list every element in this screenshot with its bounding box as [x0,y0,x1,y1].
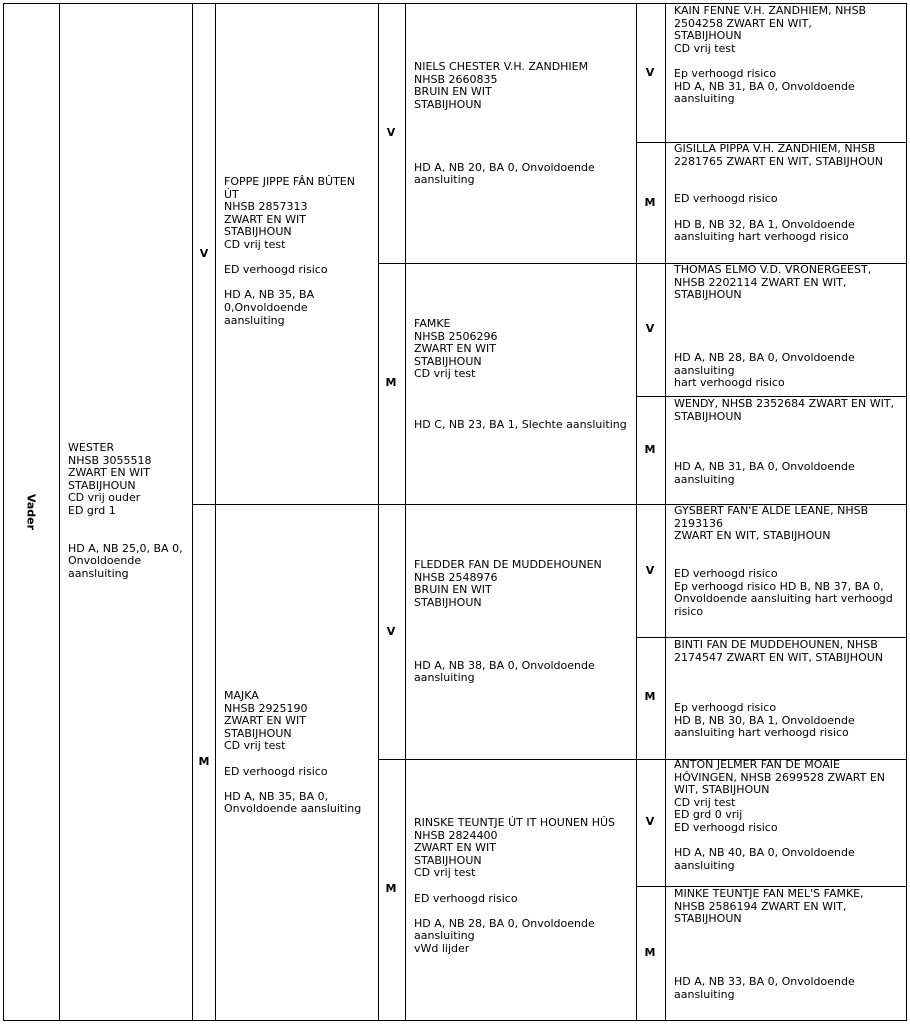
gen3-mark-2: M [385,376,397,389]
gen2-mark-dam: M [198,755,210,768]
grid-line [192,3,193,1021]
gen4-info-2: GISILLA PIPPA V.H. ZANDHIEM, NHSB 2281765 ZWART EN WIT, STABIJHOUN ED verhoogd risico HD B, NB 32, BA 1, Onvoldoende aansluiting hart verhoogd risico [674,142,884,244]
gen4-mark-1: V [645,66,655,79]
grid-line [636,3,637,1021]
father-info: WESTER NHSB 3055518 ZWART EN WIT STABIJHOUN CD vrij ouder ED grd 1 HD A, NB 25,0, BA 0, Onvoldoende aansluiting [68,441,183,580]
grid-line [59,3,60,1021]
gen3-mark-3: V [386,625,396,638]
gen3-info-1: NIELS CHESTER V.H. ZANDHIEM NHSB 2660835 BRUIN EN WIT STABIJHOUN HD A, NB 20, BA 0, Onvoldoende aansluiting [414,60,595,187]
gen2-mark-sire: V [199,247,209,260]
gen4-info-3: THOMAS ELMO V.D. VRONERGEEST, NHSB 2202114 ZWART EN WIT, STABIJHOUN HD A, NB 28, BA 0, Onvoldoende aansluiting hart verhoogd risico [674,263,872,390]
gen3-info-3: FLEDDER FAN DE MUDDEHOUNEN NHSB 2548976 BRUIN EN WIT STABIJHOUN HD A, NB 38, BA 0, Onvoldoende aansluiting [414,558,602,685]
gen4-mark-7: V [645,815,655,828]
gen3-info-4: RINSKE TEUNTJE ÚT IT HOUNEN HÛS NHSB 2824400 ZWART EN WIT STABIJHOUN CD vrij test ED verhoogd risico HD A, NB 28, BA 0, Onvoldoende aansluiting vWd lijder [414,816,616,955]
gen2-dam-info: MAJKA NHSB 2925190 ZWART EN WIT STABIJHOUN CD vrij test ED verhoogd risico HD A, NB 35, BA 0, Onvoldoende aansluiting [224,689,362,816]
grid-line [405,3,406,1021]
gen4-info-8: MINKE TEUNTJE FAN MEL'S FAMKE, NHSB 2586194 ZWART EN WIT, STABIJHOUN HD A, NB 33, BA 0, Onvoldoende aansluiting [674,887,864,1001]
vader-label: Vader [24,493,38,531]
gen4-info-1: KAIN FENNE V.H. ZANDHIEM, NHSB 2504258 ZWART EN WIT, STABIJHOUN CD vrij test Ep verhoogd risico HD A, NB 31, BA 0, Onvoldoende aansluiting [674,4,867,106]
gen4-mark-4: M [644,443,656,456]
gen4-info-5: GYSBERT FAN'E ÂLDE LEANE, NHSB 2193136 ZWART EN WIT, STABIJHOUN ED verhoogd risico Ep verhoogd risico HD B, NB 37, BA 0, Onvoldoende aansluiting hart verhoogd risico [674,504,893,618]
grid-line [3,1020,907,1021]
gen3-info-2: FAMKE NHSB 2506296 ZWART EN WIT STABIJHOUN CD vrij test HD C, NB 23, BA 1, Slechte aansluiting [414,317,627,431]
gen4-mark-8: M [644,946,656,959]
grid-line [3,3,4,1021]
gen3-mark-1: V [386,126,396,139]
gen4-mark-5: V [645,564,655,577]
grid-line [906,3,907,1021]
gen4-info-6: BINTI FAN DE MUDDEHOUNEN, NHSB 2174547 ZWART EN WIT, STABIJHOUN Ep verhoogd risico HD B, NB 30, BA 1, Onvoldoende aansluiting hart verhoogd risico [674,638,884,740]
gen2-sire-info: FOPPE JIPPE FÂN BÛTEN ÚT NHSB 2857313 ZWART EN WIT STABIJHOUN CD vrij test ED verhoogd risico HD A, NB 35, BA 0,Onvoldoende aansluiting [224,175,355,327]
grid-line [215,3,216,1021]
gen4-mark-6: M [644,690,656,703]
gen4-info-7: ANTON JELMER FAN DE MOAIE HÔVINGEN, NHSB 2699528 ZWART EN WIT, STABIJHOUN CD vrij test ED grd 0 vrij ED verhoogd risico HD A, NB 40, BA 0, Onvoldoende aansluiting [674,758,886,872]
grid-line [665,3,666,1021]
gen4-mark-3: V [645,322,655,335]
gen4-info-4: WENDY, NHSB 2352684 ZWART EN WIT, STABIJHOUN HD A, NB 31, BA 0, Onvoldoende aansluiting [674,397,895,486]
gen3-mark-4: M [385,882,397,895]
gen4-mark-2: M [644,196,656,209]
grid-line [378,3,379,1021]
